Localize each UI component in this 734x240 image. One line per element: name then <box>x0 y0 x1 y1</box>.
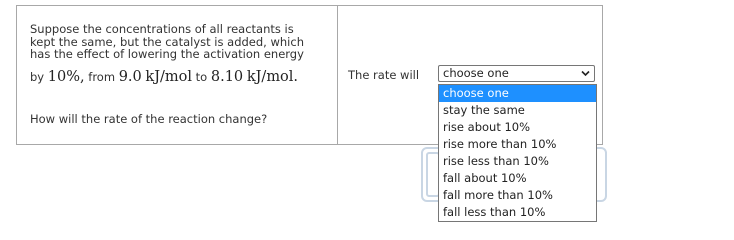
option-fall-more-than-10[interactable]: fall more than 10% <box>443 188 553 202</box>
option-stay-the-same[interactable]: stay the same <box>443 103 525 117</box>
question-line: Suppose the concentrations of all reactants is <box>30 22 294 36</box>
table-column-divider <box>337 5 338 145</box>
question-text <box>30 23 330 61</box>
table-right-border <box>602 5 603 145</box>
rate-select-value: choose one <box>443 66 509 80</box>
math-unit-final: kJ/mol. <box>246 69 299 85</box>
rate-options-list[interactable] <box>438 84 597 222</box>
option-rise-more-than-10[interactable]: rise more than 10% <box>443 137 557 151</box>
chevron-down-icon <box>581 70 590 77</box>
answer-label: The rate will <box>348 68 420 82</box>
rate-select[interactable] <box>438 65 595 82</box>
math-word-from: from <box>88 70 116 84</box>
option-rise-about-10[interactable]: rise about 10% <box>443 120 531 134</box>
question-line: has the effect of lowering the activation energy <box>30 47 304 62</box>
question-math-line <box>30 69 298 85</box>
math-word-to: to <box>195 70 208 84</box>
table-top-border <box>16 5 603 6</box>
option-rise-less-than-10[interactable]: rise less than 10% <box>443 154 549 168</box>
math-percent: 10%, <box>47 69 85 85</box>
question-line: kept the same, but the catalyst is added, which <box>30 34 304 49</box>
math-value-initial: 9.0 <box>118 69 142 85</box>
option-fall-less-than-10[interactable]: fall less than 10% <box>443 205 546 219</box>
option-fall-about-10[interactable]: fall about 10% <box>443 171 527 185</box>
table-left-border <box>16 5 17 145</box>
option-choose-one[interactable]: choose one <box>439 85 596 102</box>
math-word-by: by <box>30 70 45 84</box>
math-unit-initial: kJ/mol <box>145 69 193 85</box>
math-value-final: 8.10 <box>210 69 244 85</box>
question-prompt: How will the rate of the reaction change? <box>30 112 268 126</box>
